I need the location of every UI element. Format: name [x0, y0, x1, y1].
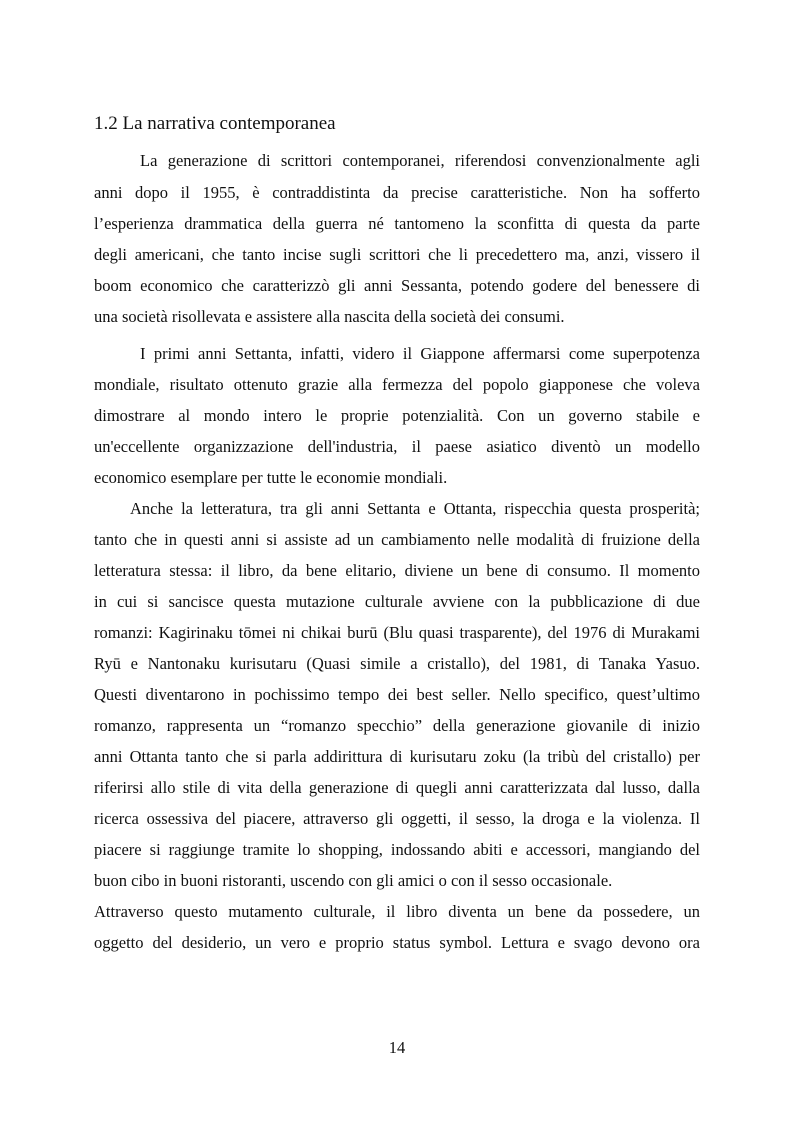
page-number: 14 — [388, 1038, 406, 1057]
text-line: una società risollevata e assistere alla nascita della società dei consumi. — [94, 307, 565, 326]
text-line: boom economico che caratterizzò gli anni Sessanta, potendo godere del benessere di — [94, 276, 700, 295]
text-line: economico esemplare per tutte le economie mondiali. — [94, 468, 448, 487]
text-line: degli americani, che tanto incise sugli scrittori che li precedettero ma, anzi, vissero il — [94, 245, 700, 264]
text-line: Anche la letteratura, tra gli anni Settanta e Ottanta, rispecchia questa prosperità; — [130, 499, 700, 518]
text-line: piacere si raggiunge tramite lo shopping, indossando abiti e accessori, mangiando del — [94, 840, 700, 859]
text-line: letteratura stessa: il libro, da bene elitario, diviene un bene di consumo. Il momento — [94, 561, 700, 580]
text-line: Attraverso questo mutamento culturale, il libro diventa un bene da possedere, un — [94, 902, 700, 921]
text-line: Ryū e Nantonaku kurisutaru (Quasi simile a cristallo), del 1981, di Tanaka Yasuo. — [94, 654, 700, 673]
text-line: anni dopo il 1955, è contraddistinta da precise caratteristiche. Non ha sofferto — [94, 183, 700, 202]
text-line: l’esperienza drammatica della guerra né tantomeno la sconfitta di questa da parte — [94, 214, 700, 233]
text-line: I primi anni Settanta, infatti, videro il Giappone affermarsi come superpotenza — [140, 344, 700, 363]
text-line: oggetto del desiderio, un vero e proprio status symbol. Lettura e svago devono ora — [94, 933, 700, 952]
text-line: un'eccellente organizzazione dell'industria, il paese asiatico diventò un modello — [94, 437, 700, 456]
text-line: dimostrare al mondo intero le proprie potenzialità. Con un governo stabile e — [94, 406, 700, 425]
text-line: buon cibo in buoni ristoranti, uscendo con gli amici o con il sesso occasionale. — [94, 871, 613, 890]
section-title: 1.2 La narrativa contemporanea — [94, 113, 336, 134]
text-line: La generazione di scrittori contemporanei, riferendosi convenzionalmente agli — [140, 151, 700, 170]
text-line: anni Ottanta tanto che si parla addirittura di kurisutaru zoku (la tribù del cristallo) per — [94, 747, 700, 766]
text-line: romanzi: Kagirinaku tōmei ni chikai burū (Blu quasi trasparente), del 1976 di Murakami — [94, 623, 700, 642]
text-line: riferirsi allo stile di vita della generazione di quegli anni caratterizzata dal lusso, dalla — [94, 778, 700, 797]
text-line: ricerca ossessiva del piacere, attraverso gli oggetti, il sesso, la droga e la violenza. Il — [94, 809, 700, 828]
text-line: tanto che in questi anni si assiste ad un cambiamento nelle modalità di fruizione della — [94, 530, 700, 549]
text-line: mondiale, risultato ottenuto grazie alla fermezza del popolo giapponese che voleva — [94, 375, 700, 394]
text-line: romanzo, rappresenta un “romanzo specchio” della generazione giovanile di inizio — [94, 716, 700, 735]
text-line: in cui si sancisce questa mutazione culturale avviene con la pubblicazione di due — [94, 592, 700, 611]
text-line: Questi diventarono in pochissimo tempo dei best seller. Nello specifico, quest’ultimo — [94, 685, 700, 704]
